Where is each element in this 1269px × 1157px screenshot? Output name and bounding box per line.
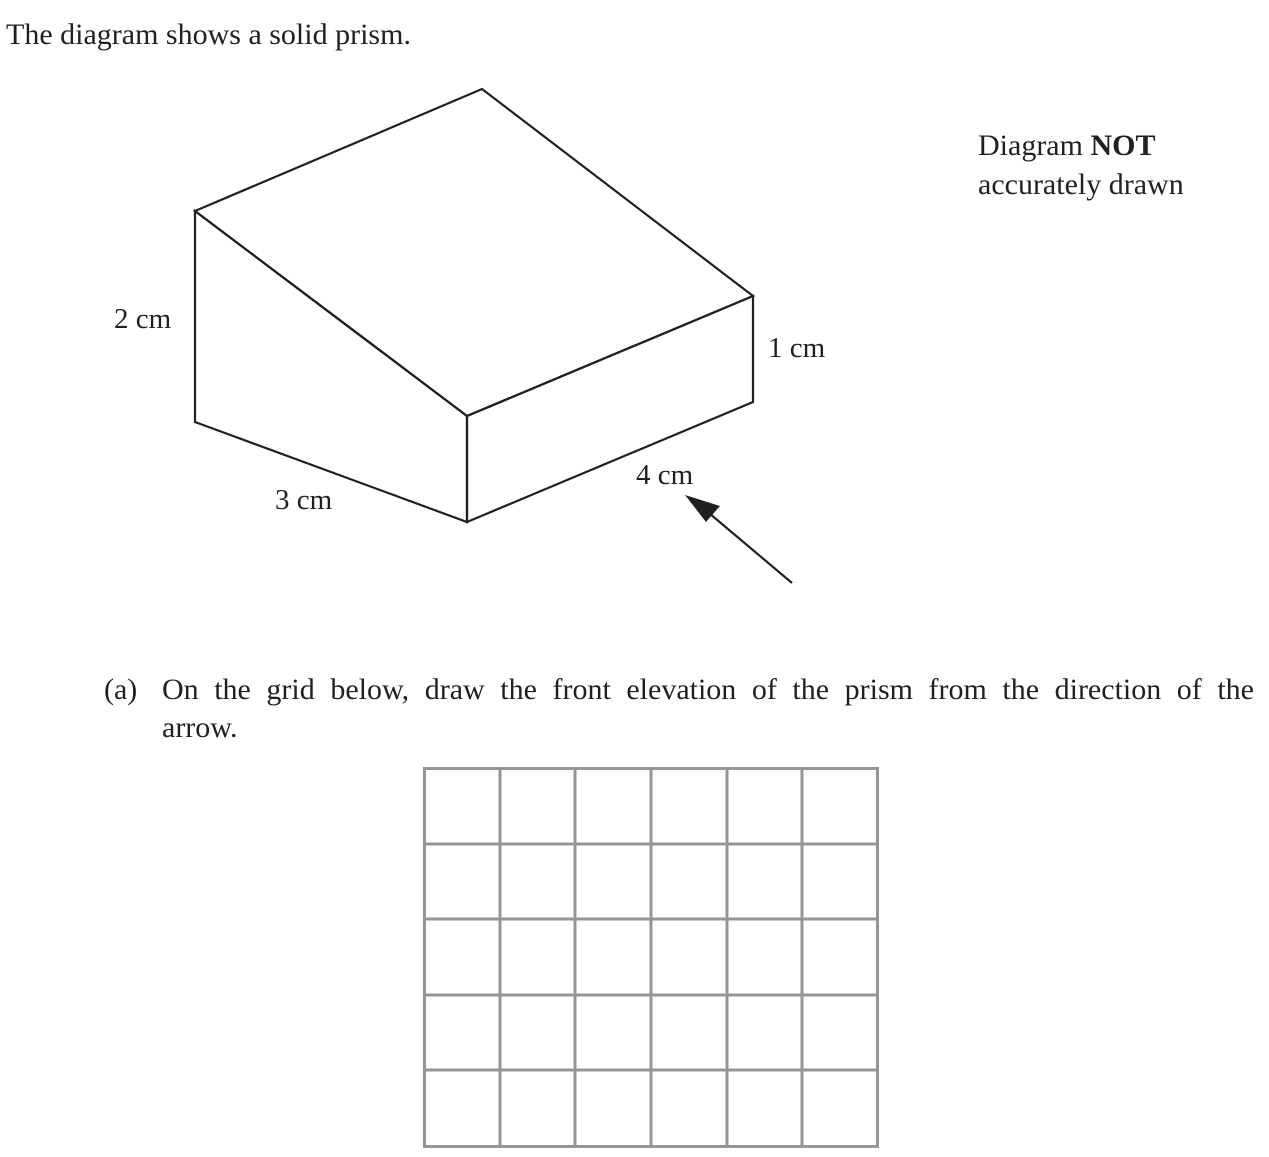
- intro-text: The diagram shows a solid prism.: [6, 18, 411, 51]
- prism-front-face: [467, 296, 753, 522]
- prism-side-face: [195, 211, 467, 522]
- label-right-height: 1 cm: [768, 332, 826, 364]
- note-bold-not: NOT: [1090, 129, 1156, 162]
- prism-top-face: [195, 89, 753, 416]
- note-line2: accurately drawn: [978, 168, 1184, 201]
- answer-grid[interactable]: [423, 767, 881, 1149]
- arrow-icon: [685, 495, 792, 583]
- note-line1: Diagram: [978, 129, 1091, 162]
- question-text-line2: arrow.: [162, 711, 238, 744]
- question-text: [162, 671, 1254, 747]
- question-number: (a): [104, 673, 138, 706]
- label-left-height: 2 cm: [114, 303, 172, 335]
- question-text-line1: On the grid below, draw the front elevation of the prism from the direction of the: [162, 673, 1254, 706]
- label-width: 4 cm: [636, 459, 694, 491]
- label-depth: 3 cm: [275, 484, 333, 516]
